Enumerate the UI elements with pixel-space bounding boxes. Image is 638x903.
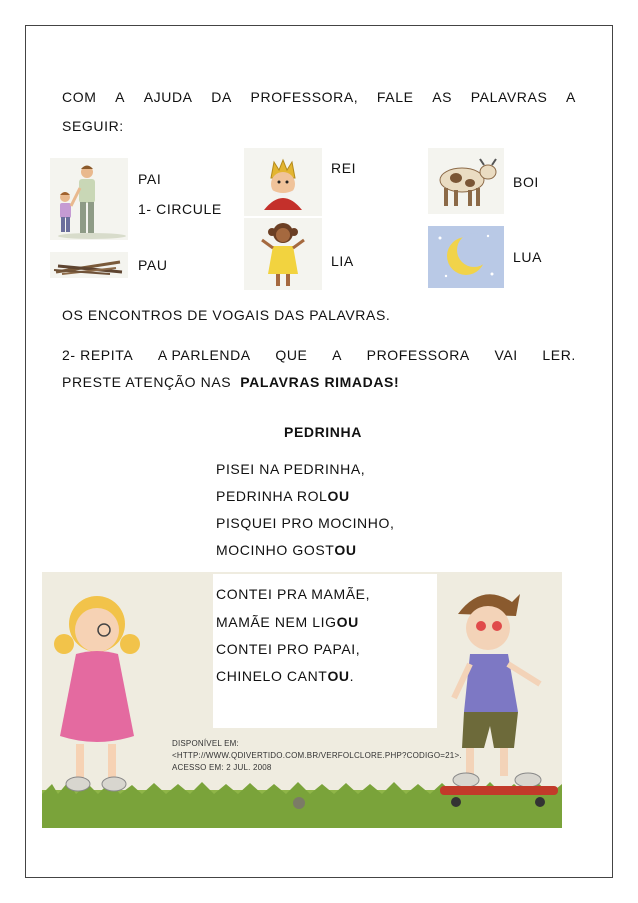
instruction-text: PRESTE ATENÇÃO NAS (62, 374, 232, 390)
word: AJUDA (143, 89, 193, 105)
instruction-2-line-2 (62, 374, 399, 390)
instruction-circle-part-1: 1- CIRCULE (138, 201, 222, 217)
word-lua: LUA (513, 249, 543, 265)
instruction-1-line-2: SEGUIR: (62, 118, 124, 134)
word-pau: PAU (138, 257, 168, 273)
poem-line: MAMÃE NEM LIGOU (216, 614, 359, 630)
poem-line: CHINELO CANTOU. (216, 668, 355, 684)
poem-line: CONTEI PRO PAPAI, (216, 641, 361, 657)
word: A PARLENDA (157, 347, 251, 363)
source-citation (172, 738, 462, 774)
word: AS (432, 89, 453, 105)
word: VAI (494, 347, 518, 363)
word-rei: REI (331, 160, 357, 176)
king-illustration (244, 148, 322, 216)
word: PROFESSORA, (250, 89, 359, 105)
word: PROFESSORA (366, 347, 470, 363)
word: DA (211, 89, 232, 105)
source-line: DISPONÍVEL EM: (172, 739, 239, 748)
instruction-circle-part-2: OS ENCONTROS DE VOGAIS DAS PALAVRAS. (62, 307, 391, 323)
instruction-1-line-1 (62, 89, 576, 105)
instruction-2-line-1 (62, 347, 576, 363)
word-boi: BOI (513, 174, 539, 190)
source-line: ACESSO EM: 2 JUL. 2008 (172, 763, 272, 772)
word: A (115, 89, 126, 105)
girl-lia-illustration (244, 218, 322, 290)
poem-title: PEDRINHA (284, 424, 362, 440)
source-line: <HTTP://WWW.QDIVERTIDO.COM.BR/VERFOLCLORE.PHP?CODIGO=21>. (172, 751, 462, 760)
word: QUE (275, 347, 308, 363)
word: COM (62, 89, 97, 105)
word: PALAVRAS (470, 89, 548, 105)
sticks-illustration (50, 252, 128, 278)
ox-illustration (428, 148, 504, 214)
moon-illustration (428, 226, 504, 288)
poem-line: PEDRINHA ROLOU (216, 488, 350, 504)
word: A (566, 89, 576, 105)
highlight-rhymes: PALAVRAS RIMADAS! (240, 374, 400, 390)
word-lia: LIA (331, 253, 354, 269)
word: FALE (376, 89, 414, 105)
word: LER. (542, 347, 576, 363)
word: 2- REPITA (62, 347, 134, 363)
word-pai: PAI (138, 171, 162, 187)
poem-line: MOCINHO GOSTOU (216, 542, 357, 558)
word: A (332, 347, 343, 363)
poem-line: CONTEI PRA MAMÃE, (216, 586, 371, 602)
father-child-illustration (50, 158, 128, 240)
poem-line: PISQUEI PRO MOCINHO, (216, 515, 395, 531)
poem-line: PISEI NA PEDRINHA, (216, 461, 366, 477)
